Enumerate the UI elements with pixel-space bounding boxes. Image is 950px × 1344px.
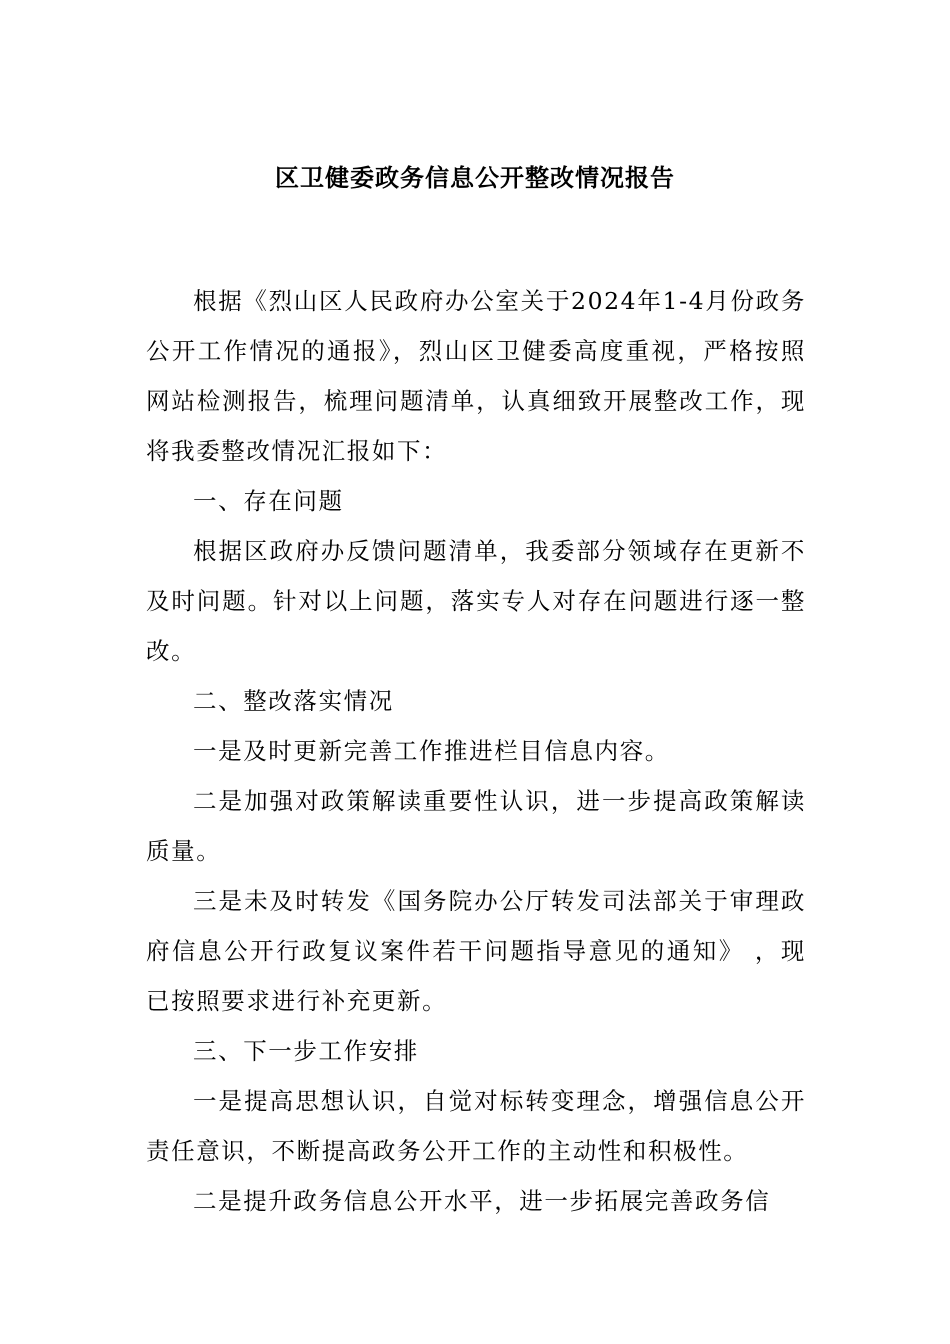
intro-paragraph: 根据《烈山区人民政府办公室关于2024年1-4月份政务公开工作情况的通报》，烈山区卫健委高度重视，严格按照网站检测报告，梳理问题清单，认真细致开展整改工作，现将我委整改情况汇报如下： [146, 287, 806, 465]
section-heading-rectification: 二、整改落实情况 [193, 687, 394, 715]
document-title: 区卫健委政务信息公开整改情况报告 [275, 163, 675, 192]
next-step-item-1: 一是提高思想认识，自觉对标转变理念，增强信息公开责任意识，不断提高政务公开工作的主动性和积极性。 [146, 1087, 806, 1165]
document-body [146, 276, 806, 1226]
rectification-item-2: 二是加强对政策解读重要性认识，进一步提高政策解读质量。 [146, 787, 806, 865]
problems-paragraph: 根据区政府办反馈问题清单，我委部分领域存在更新不及时问题。针对以上问题，落实专人对存在问题进行逐一整改。 [146, 537, 806, 665]
rectification-item-3: 三是未及时转发《国务院办公厅转发司法部关于审理政府信息公开行政复议案件若干问题指导意见的通知》 ，现已按照要求进行补充更新。 [146, 887, 806, 1015]
section-heading-existing-problems: 一、存在问题 [193, 487, 344, 515]
next-step-item-2: 二是提升政务信息公开水平，进一步拓展完善政务信 [193, 1187, 771, 1215]
section-heading-next-steps: 三、下一步工作安排 [193, 1037, 419, 1065]
rectification-item-1: 一是及时更新完善工作推进栏目信息内容。 [193, 737, 670, 765]
